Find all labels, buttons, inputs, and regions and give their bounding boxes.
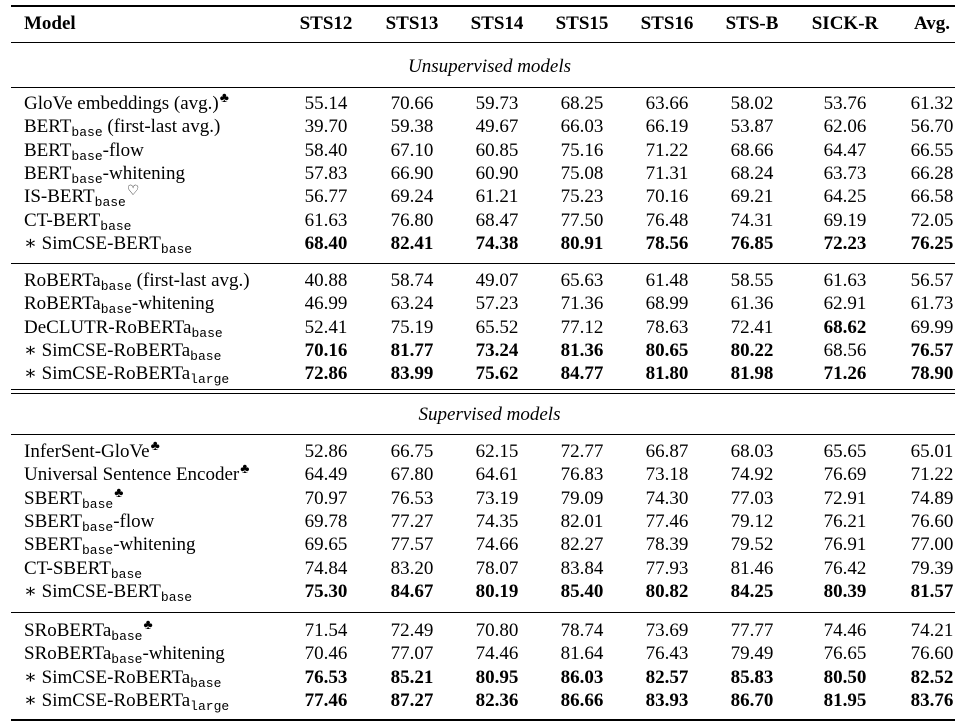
section-rule <box>11 87 955 88</box>
model-name: InferSent-GloVe♣ <box>24 439 160 462</box>
score-cell: 64.25 <box>823 186 867 208</box>
score-cell: 73.24 <box>475 339 519 361</box>
score-cell: 79.39 <box>910 557 954 579</box>
score-cell: 49.67 <box>475 116 519 138</box>
score-cell: 77.77 <box>730 620 774 641</box>
model-size-subscript: base <box>81 543 114 559</box>
score-cell: 82.52 <box>910 666 954 688</box>
score-cell: 81.98 <box>730 363 774 385</box>
table-row <box>0 666 979 690</box>
score-cell: 66.87 <box>645 441 689 462</box>
score-cell: 60.90 <box>475 162 519 184</box>
header-sts15: STS15 <box>555 13 609 34</box>
score-cell: 72.77 <box>560 441 604 462</box>
score-cell: 87.27 <box>390 689 434 711</box>
score-cell: 74.46 <box>823 620 867 641</box>
score-cell: 74.89 <box>910 487 954 509</box>
score-cell: 70.46 <box>304 643 348 665</box>
score-cell: 75.08 <box>560 162 604 184</box>
score-cell: 84.67 <box>390 580 434 602</box>
header-sickr: SICK-R <box>811 13 879 34</box>
score-cell: 71.36 <box>560 293 604 315</box>
header-stsb: STS-B <box>725 13 779 34</box>
score-cell: 85.21 <box>390 666 434 688</box>
score-cell: 85.83 <box>730 666 774 688</box>
score-cell: 70.97 <box>304 487 348 509</box>
score-cell: 81.77 <box>390 339 434 361</box>
score-cell: 62.91 <box>823 293 867 315</box>
table-row <box>0 557 979 581</box>
header-sts12: STS12 <box>299 13 353 34</box>
score-cell: 76.42 <box>823 557 867 579</box>
model-size-subscript: base <box>191 325 223 341</box>
table-row <box>0 139 979 163</box>
table-row <box>0 642 979 666</box>
score-cell: 63.73 <box>823 162 867 184</box>
score-cell: 69.99 <box>910 316 954 338</box>
header-avg: Avg. <box>913 13 951 34</box>
table-row <box>0 362 979 386</box>
score-cell: 52.41 <box>304 316 348 338</box>
group-rule <box>11 263 955 264</box>
score-cell: 76.48 <box>645 209 689 231</box>
score-cell: 69.21 <box>730 186 774 208</box>
score-cell: 76.83 <box>560 464 604 486</box>
score-cell: 62.06 <box>823 116 867 138</box>
score-cell: 81.64 <box>560 643 604 665</box>
model-size-subscript: base <box>111 652 143 668</box>
score-cell: 68.40 <box>304 232 348 254</box>
score-cell: 86.66 <box>560 689 604 711</box>
table-row <box>0 316 979 340</box>
score-cell: 77.03 <box>730 487 774 509</box>
footnote-symbol: ♣ <box>143 618 153 633</box>
score-cell: 80.65 <box>645 339 689 361</box>
score-cell: 59.73 <box>475 93 519 114</box>
score-cell: 82.36 <box>475 689 519 711</box>
model-size-subscript: base <box>71 125 103 141</box>
score-cell: 70.66 <box>390 93 434 114</box>
score-cell: 77.46 <box>645 510 689 532</box>
model-size-subscript: large <box>190 698 230 714</box>
score-cell: 58.02 <box>730 93 774 114</box>
score-cell: 70.80 <box>475 620 519 641</box>
score-cell: 79.09 <box>560 487 604 509</box>
score-cell: 73.69 <box>645 620 689 641</box>
model-name: ∗ SimCSE-RoBERTa$_{large}$ <box>24 689 230 714</box>
model-size-subscript: base <box>111 629 143 644</box>
table-row <box>0 510 979 534</box>
score-cell: 76.53 <box>390 487 434 509</box>
score-cell: 83.93 <box>645 689 689 711</box>
model-name: $BERT_{base}$-flow <box>24 139 144 164</box>
score-cell: 77.57 <box>390 534 434 556</box>
score-cell: 79.49 <box>730 643 774 665</box>
footnote-symbol: ♣ <box>114 485 124 501</box>
score-cell: 78.74 <box>560 620 604 641</box>
score-cell: 70.16 <box>645 186 689 208</box>
table-row <box>0 689 979 713</box>
model-size-subscript: base <box>190 675 222 691</box>
score-cell: 58.74 <box>390 270 434 291</box>
score-cell: 65.52 <box>475 316 519 338</box>
score-cell: 80.95 <box>475 666 519 688</box>
section-rule <box>11 434 955 435</box>
score-cell: 71.22 <box>645 139 689 161</box>
score-cell: 56.70 <box>910 116 954 138</box>
score-cell: 68.62 <box>823 316 867 338</box>
score-cell: 73.19 <box>475 487 519 509</box>
score-cell: 76.85 <box>730 232 774 254</box>
footnote-symbol: ♣ <box>219 91 229 106</box>
score-cell: 75.16 <box>560 139 604 161</box>
footnote-symbol: ♡ <box>126 184 140 200</box>
model-size-subscript: base <box>160 241 193 257</box>
model-name: ∗ SimCSE-$BERT_{base}$ <box>24 580 193 605</box>
table-row <box>0 92 979 116</box>
score-cell: 61.63 <box>304 209 348 231</box>
score-cell: 61.63 <box>823 270 867 291</box>
score-cell: 76.69 <box>823 464 867 486</box>
score-cell: 77.46 <box>304 689 348 711</box>
model-name: $SBERT_{base}$-flow <box>24 510 155 535</box>
score-cell: 61.48 <box>645 270 689 291</box>
score-cell: 61.32 <box>910 93 954 114</box>
score-cell: 72.91 <box>823 487 867 509</box>
score-cell: 56.57 <box>910 270 954 291</box>
score-cell: 74.38 <box>475 232 519 254</box>
footnote-symbol: ♣ <box>150 439 160 454</box>
table-row <box>0 115 979 139</box>
table-row <box>0 533 979 557</box>
score-cell: 52.86 <box>304 441 348 462</box>
model-size-subscript: base <box>100 218 132 234</box>
score-cell: 68.24 <box>730 162 774 184</box>
score-cell: 84.25 <box>730 580 774 602</box>
score-cell: 77.00 <box>910 534 954 556</box>
score-cell: 63.66 <box>645 93 689 114</box>
score-cell: 65.65 <box>823 441 867 462</box>
model-name: GloVe embeddings (avg.)♣ <box>24 91 229 114</box>
score-cell: 76.57 <box>910 339 954 361</box>
score-cell: 72.23 <box>823 232 867 254</box>
score-cell: 72.49 <box>390 620 434 641</box>
score-cell: 76.60 <box>910 643 954 665</box>
score-cell: 76.21 <box>823 510 867 532</box>
header-sts14: STS14 <box>470 13 524 34</box>
score-cell: 80.91 <box>560 232 604 254</box>
model-name: SRoBERTa$_{base}$♣ <box>24 618 153 644</box>
model-name: $SBERT_{base}$-whitening <box>24 534 196 559</box>
score-cell: 79.52 <box>730 534 774 556</box>
score-cell: 55.14 <box>304 93 348 114</box>
score-cell: 68.56 <box>823 339 867 361</box>
score-cell: 66.90 <box>390 162 434 184</box>
table-row <box>0 463 979 487</box>
score-cell: 65.63 <box>560 270 604 291</box>
score-cell: 86.03 <box>560 666 604 688</box>
table-row <box>0 209 979 233</box>
score-cell: 74.84 <box>304 557 348 579</box>
model-name: $BERT_{base}$-whitening <box>24 162 185 187</box>
score-cell: 68.99 <box>645 293 689 315</box>
score-cell: 46.99 <box>304 293 348 315</box>
score-cell: 72.86 <box>304 363 348 385</box>
table-row <box>0 162 979 186</box>
score-cell: 71.22 <box>910 464 954 486</box>
score-cell: 83.76 <box>910 689 954 711</box>
score-cell: 86.70 <box>730 689 774 711</box>
header-sts16: STS16 <box>640 13 694 34</box>
score-cell: 85.40 <box>560 580 604 602</box>
score-cell: 67.80 <box>390 464 434 486</box>
score-cell: 81.95 <box>823 689 867 711</box>
table-row <box>0 440 979 464</box>
score-cell: 61.36 <box>730 293 774 315</box>
score-cell: 57.83 <box>304 162 348 184</box>
score-cell: 68.66 <box>730 139 774 161</box>
score-cell: 75.30 <box>304 580 348 602</box>
table-row <box>0 269 979 293</box>
score-cell: 76.65 <box>823 643 867 665</box>
score-cell: 70.16 <box>304 339 348 361</box>
score-cell: 61.73 <box>910 293 954 315</box>
score-cell: 67.10 <box>390 139 434 161</box>
score-cell: 83.99 <box>390 363 434 385</box>
score-cell: 71.54 <box>304 620 348 641</box>
model-name: SRoBERTa$_{base}$-whitening <box>24 643 225 668</box>
model-size-subscript: base <box>71 148 103 164</box>
header-model: Model <box>24 13 76 34</box>
score-cell: 53.87 <box>730 116 774 138</box>
score-cell: 68.47 <box>475 209 519 231</box>
header-rule <box>11 42 955 43</box>
score-cell: 78.39 <box>645 534 689 556</box>
model-name: $IS-BERT_{base}^♡$ <box>24 184 140 211</box>
score-cell: 74.30 <box>645 487 689 509</box>
model-name: DeCLUTR-RoBERTa$_{base}$ <box>24 316 223 341</box>
score-cell: 68.25 <box>560 93 604 114</box>
score-cell: 82.57 <box>645 666 689 688</box>
score-cell: 75.23 <box>560 186 604 208</box>
score-cell: 62.15 <box>475 441 519 462</box>
score-cell: 69.78 <box>304 510 348 532</box>
score-cell: 72.05 <box>910 209 954 231</box>
group-rule <box>11 612 955 613</box>
score-cell: 76.25 <box>910 232 954 254</box>
score-cell: 53.76 <box>823 93 867 114</box>
score-cell: 78.56 <box>645 232 689 254</box>
table-row <box>0 339 979 363</box>
score-cell: 74.21 <box>910 620 954 641</box>
score-cell: 72.41 <box>730 316 774 338</box>
score-cell: 64.49 <box>304 464 348 486</box>
score-cell: 81.80 <box>645 363 689 385</box>
table-row <box>0 232 979 256</box>
score-cell: 69.65 <box>304 534 348 556</box>
score-cell: 57.23 <box>475 293 519 315</box>
score-cell: 82.27 <box>560 534 604 556</box>
section-title-supervised: Supervised models <box>418 404 561 425</box>
score-cell: 64.61 <box>475 464 519 486</box>
score-cell: 73.18 <box>645 464 689 486</box>
score-cell: 82.41 <box>390 232 434 254</box>
score-cell: 64.47 <box>823 139 867 161</box>
score-cell: 59.38 <box>390 116 434 138</box>
score-cell: 80.22 <box>730 339 774 361</box>
score-cell: 77.07 <box>390 643 434 665</box>
score-cell: 74.92 <box>730 464 774 486</box>
score-cell: 75.19 <box>390 316 434 338</box>
model-name: ∗ SimCSE-$BERT_{base}$ <box>24 232 193 257</box>
score-cell: 69.24 <box>390 186 434 208</box>
top-rule <box>11 5 955 7</box>
model-size-subscript: base <box>81 496 114 512</box>
score-cell: 66.03 <box>560 116 604 138</box>
model-name: ∗ SimCSE-RoBERTa$_{base}$ <box>24 666 222 691</box>
score-cell: 39.70 <box>304 116 348 138</box>
section-title-unsupervised: Unsupervised models <box>407 56 572 77</box>
model-name: $CT-SBERT_{base}$ <box>24 557 143 582</box>
score-cell: 71.31 <box>645 162 689 184</box>
score-cell: 74.66 <box>475 534 519 556</box>
score-cell: 65.01 <box>910 441 954 462</box>
score-cell: 74.35 <box>475 510 519 532</box>
model-size-subscript: base <box>81 519 114 535</box>
model-name: Universal Sentence Encoder♣ <box>24 462 250 486</box>
score-cell: 76.53 <box>304 666 348 688</box>
score-cell: 71.26 <box>823 363 867 385</box>
table-row <box>0 292 979 316</box>
score-cell: 78.63 <box>645 316 689 338</box>
score-cell: 77.12 <box>560 316 604 338</box>
score-cell: 66.19 <box>645 116 689 138</box>
table-row <box>0 185 979 209</box>
score-cell: 77.93 <box>645 557 689 579</box>
score-cell: 74.31 <box>730 209 774 231</box>
bottom-rule <box>11 719 955 721</box>
score-cell: 74.46 <box>475 643 519 665</box>
score-cell: 75.62 <box>475 363 519 385</box>
score-cell: 66.28 <box>910 162 954 184</box>
score-cell: 77.50 <box>560 209 604 231</box>
score-cell: 76.60 <box>910 510 954 532</box>
score-cell: 80.39 <box>823 580 867 602</box>
header-row <box>0 12 979 36</box>
table-row <box>0 619 979 643</box>
score-cell: 80.19 <box>475 580 519 602</box>
score-cell: 84.77 <box>560 363 604 385</box>
score-cell: 68.03 <box>730 441 774 462</box>
score-cell: 66.75 <box>390 441 434 462</box>
model-size-subscript: base <box>110 566 143 582</box>
score-cell: 60.85 <box>475 139 519 161</box>
score-cell: 80.50 <box>823 666 867 688</box>
table-row <box>0 487 979 511</box>
score-cell: 81.57 <box>910 580 954 602</box>
model-name: ∗ SimCSE-RoBERTa$_{large}$ <box>24 363 230 388</box>
footnote-symbol: ♣ <box>240 462 250 478</box>
score-cell: 76.91 <box>823 534 867 556</box>
score-cell: 76.43 <box>645 643 689 665</box>
model-size-subscript: base <box>160 589 193 605</box>
header-sts13: STS13 <box>385 13 439 34</box>
score-cell: 81.36 <box>560 339 604 361</box>
score-cell: 66.55 <box>910 139 954 161</box>
score-cell: 66.58 <box>910 186 954 208</box>
model-size-subscript: base <box>71 171 103 187</box>
score-cell: 80.82 <box>645 580 689 602</box>
score-cell: 76.80 <box>390 209 434 231</box>
model-name: $SBERT_{base}^♣$ <box>24 485 124 512</box>
score-cell: 56.77 <box>304 186 348 208</box>
score-cell: 77.27 <box>390 510 434 532</box>
model-name: ∗ SimCSE-RoBERTa$_{base}$ <box>24 339 222 364</box>
score-cell: 83.84 <box>560 557 604 579</box>
section-divider-bottom <box>11 393 955 394</box>
score-cell: 81.46 <box>730 557 774 579</box>
score-cell: 79.12 <box>730 510 774 532</box>
model-name: $CT-BERT_{base}$ <box>24 209 132 234</box>
score-cell: 78.07 <box>475 557 519 579</box>
score-cell: 58.40 <box>304 139 348 161</box>
score-cell: 83.20 <box>390 557 434 579</box>
model-size-subscript: base <box>94 195 126 211</box>
score-cell: 40.88 <box>304 270 348 291</box>
table-row <box>0 580 979 604</box>
model-name: RoBERTa$_{base}$ (first-last avg.) <box>24 270 250 294</box>
score-cell: 61.21 <box>475 186 519 208</box>
score-cell: 58.55 <box>730 270 774 291</box>
model-size-subscript: base <box>190 348 222 364</box>
section-divider-top <box>11 389 955 390</box>
model-size-subscript: large <box>190 372 230 388</box>
score-cell: 82.01 <box>560 510 604 532</box>
model-size-subscript: base <box>100 302 132 318</box>
score-cell: 63.24 <box>390 293 434 315</box>
model-size-subscript: base <box>100 279 132 294</box>
score-cell: 78.90 <box>910 363 954 385</box>
model-name: $BERT_{base}$ (first-last avg.) <box>24 116 221 141</box>
score-cell: 69.19 <box>823 209 867 231</box>
score-cell: 49.07 <box>475 270 519 291</box>
model-name: RoBERTa$_{base}$-whitening <box>24 293 215 318</box>
